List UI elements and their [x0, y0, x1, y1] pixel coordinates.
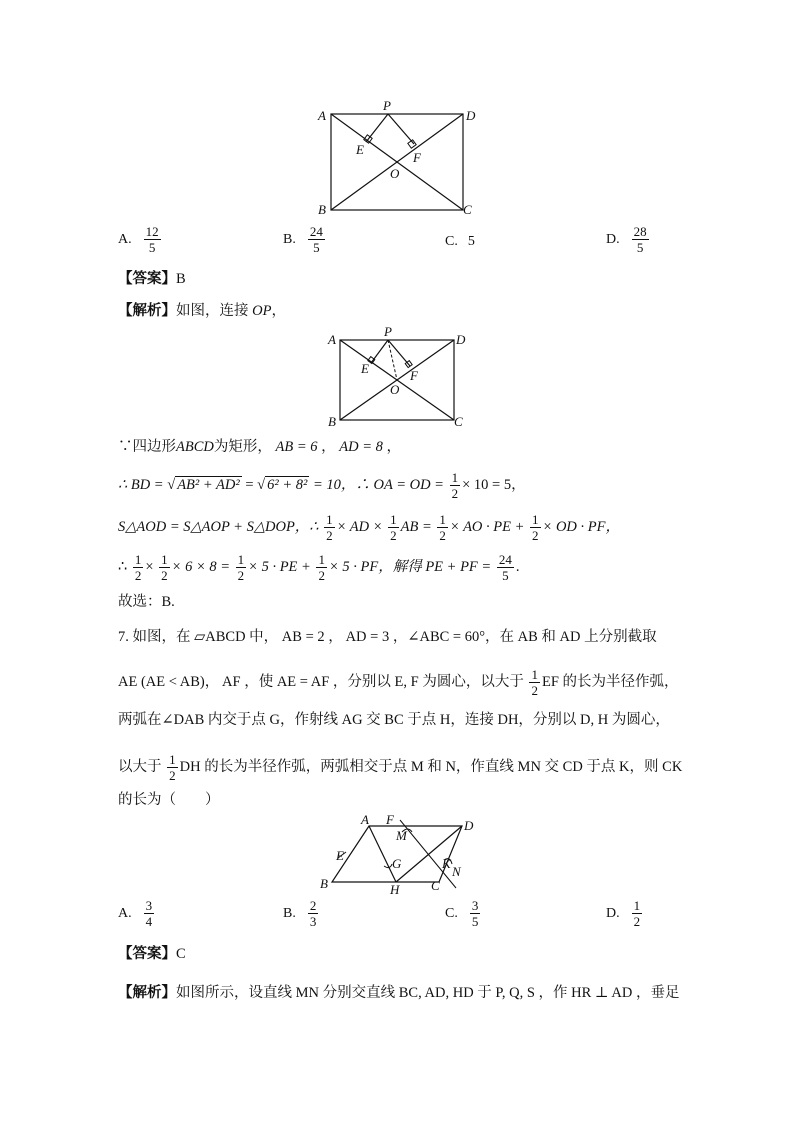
label3-G: G [392, 856, 402, 871]
label-F: F [413, 150, 421, 165]
figure-rectangle-2 [322, 322, 482, 432]
figure-parallelogram [314, 810, 480, 896]
label3-B: B [320, 876, 328, 891]
q6-option-b: B. $\frac{24}{5}$ [283, 224, 323, 255]
label2-P: P [384, 324, 392, 339]
q6-option-c: C. 5 [445, 234, 475, 249]
label2-E: E [361, 361, 369, 376]
figure-rectangle-1 [310, 96, 490, 221]
label2-F: F [410, 368, 418, 383]
q7-line5: 的长为（ ） [118, 792, 220, 808]
label-C: C [463, 202, 472, 217]
q7-line3: 两弧在∠DAB 内交于点 G，作射线 AG 交 BC 于点 H，连接 DH，分别以 D, H 为圆心， [118, 712, 670, 728]
label3-D: D [464, 818, 474, 833]
label-P: P [383, 98, 391, 113]
q6-answer: 【答案】B [118, 271, 186, 287]
label3-A: A [361, 812, 369, 827]
label3-M: M [396, 828, 407, 843]
q7-option-b: B. $\frac{2}{3}$ [283, 898, 317, 929]
label3-C: C [431, 878, 440, 893]
q7-line1: 7. 如图，在 ▱ABCD 中， AB = 2 ， AD = 3 ，∠ABC = 60°，在 AB 和 AD 上分别截取 [118, 629, 657, 645]
label2-A: A [328, 332, 336, 347]
label-A: A [318, 108, 326, 123]
q6-analysis-line1: ∵四边形ABCD为矩形， AB = 6 ， AD = 8 ， [118, 439, 401, 455]
label2-C: C [454, 414, 463, 429]
q7-answer: 【答案】C [118, 946, 186, 962]
q6-analysis-intro: 【解析】如图，连接 OP， [118, 303, 286, 319]
q6-analysis-line4: ∴ $\frac{1}{2}$ × $\frac{1}{2}$ × 6 × 8 = $\frac{1}{2}$ × 5 · PE + $\frac{1}{2}$ × 5 · PF，解得 PE + PF = $\frac{24}{5}$ . [118, 552, 520, 583]
label-B: B [318, 202, 326, 217]
q6-analysis-line2: ∴ BD = √ AB² + AD² = √ 6² + 8² = 10，∴ OA = OD = $\frac{1}{2}$ × 10 = 5， [118, 470, 526, 501]
label3-N: N [452, 864, 461, 879]
label-D: D [466, 108, 476, 123]
q7-line2: AE (AE < AB)， AF ，使 AE = AF ，分别以 E, F 为圆心，以大于 $\frac{1}{2}$ EF 的长为半径作弧， [118, 667, 679, 698]
q6-conclusion: 故选：B. [118, 594, 175, 610]
label3-E: E [336, 848, 344, 863]
label3-K: K [442, 856, 451, 871]
label3-F: F [386, 812, 394, 827]
q6-analysis-line3: S△AOD = S△AOP + S△DOP，∴ $\frac{1}{2}$ × AD × $\frac{1}{2}$ AB = $\frac{1}{2}$ × AO · PE + $\frac{1}{2}$ × OD · PF， [118, 512, 620, 543]
q7-option-a: A. $\frac{3}{4}$ [118, 898, 153, 929]
label2-D: D [456, 332, 466, 347]
q7-option-d: D. $\frac{1}{2}$ [606, 898, 641, 929]
label3-H: H [390, 882, 400, 896]
q6-option-a: A. $\frac{12}{5}$ [118, 224, 159, 255]
q7-option-c: C. $\frac{3}{5}$ [445, 898, 479, 929]
label2-B: B [328, 414, 336, 429]
label-O: O [390, 166, 400, 181]
label-E: E [356, 142, 364, 157]
q7-line4: 以大于 $\frac{1}{2}$ DH 的长为半径作弧，两弧相交于点 M 和 N，作直线 MN 交 CD 于点 K，则 CK [118, 752, 683, 783]
q6-option-d: D. $\frac{28}{5}$ [606, 224, 647, 255]
label2-O: O [390, 382, 400, 397]
q7-analysis: 【解析】如图所示，设直线 MN 分别交直线 BC, AD, HD 于 P, Q, S ，作 HR ⊥ AD ，垂足 [118, 985, 680, 1001]
